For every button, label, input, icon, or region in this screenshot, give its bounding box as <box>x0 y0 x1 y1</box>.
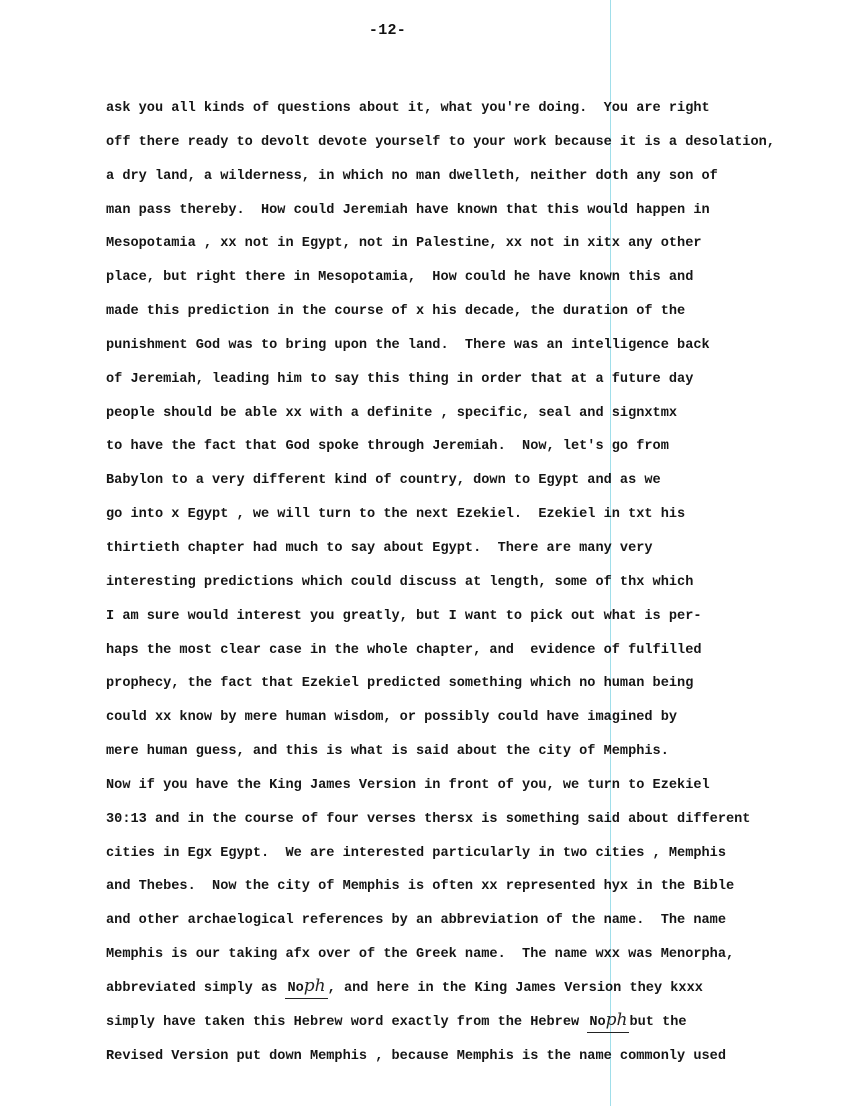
text-line-with-handwritten-blank <box>106 972 806 1006</box>
text-line: Babylon to a very different kind of country, down to Egypt and as we <box>106 473 661 489</box>
text-line: ask you all kinds of questions about it, what you're doing. You are right <box>106 101 710 116</box>
blank-typed-text: No <box>589 1014 606 1030</box>
text-line: haps the most clear case in the whole chapter, and evidence of fulfilled <box>106 642 702 658</box>
transcript-body <box>106 92 806 1073</box>
text-line: Revised Version put down Memphis , because Memphis is the name commonly used <box>106 1048 726 1064</box>
filled-blank <box>285 977 327 999</box>
text-line: could xx know by mere human wisdom, or possibly could have imagined by <box>106 710 678 726</box>
filled-blank <box>587 1011 629 1033</box>
line-segment: abbreviated simply as <box>106 980 286 996</box>
page-number: -12- <box>368 22 407 39</box>
text-line-with-handwritten-blank <box>106 1006 806 1040</box>
text-line: and other archaelogical references by an abbreviation of the name. The name <box>106 913 726 929</box>
line-segment: , and here in the King James Version they kxxx <box>327 980 703 996</box>
text-line: Mesopotamia , xx not in Egypt, not in Palestine, xx not in xitx any other <box>106 236 702 252</box>
text-line: prophecy, the fact that Ezekiel predicted something which no human being <box>106 676 694 692</box>
text-line: punishment God was to bring upon the land. There was an intelligence back <box>106 337 710 353</box>
text-line: people should be able xx with a definite , specific, seal and signxtmx <box>106 405 678 421</box>
text-line: made this prediction in the course of x his decade, the duration of the <box>106 304 686 320</box>
text-line: go into x Egypt , we will turn to the next Ezekiel. Ezekiel in txt his <box>106 507 686 523</box>
text-line: interesting predictions which could discuss at length, some of thx which <box>106 574 694 590</box>
text-line: to have the fact that God spoke through Jeremiah. Now, let's go from <box>106 439 669 455</box>
text-line: I am sure would interest you greatly, but I want to pick out what is per- <box>106 608 702 624</box>
line-segment: simply have taken this Hebrew word exactly from the Hebrew <box>106 1014 588 1030</box>
text-line: thirtieth chapter had much to say about Egypt. There are many very <box>106 540 653 556</box>
text-line: man pass thereby. How could Jeremiah have known that this would happen in <box>106 202 710 218</box>
text-line: of Jeremiah, leading him to say this thing in order that at a future day <box>106 371 694 387</box>
text-line: Memphis is our taking afx over of the Greek name. The name wxx was Menorpha, <box>106 947 735 963</box>
text-line: and Thebes. Now the city of Memphis is often xx represented hyx in the Bible <box>106 879 735 895</box>
text-line: 30:13 and in the course of four verses thersx is something said about different <box>106 811 751 827</box>
line-segment: but the <box>629 1014 687 1030</box>
text-line: off there ready to devolt devote yourself to your work because it is a desolation, <box>106 134 775 150</box>
blank-typed-text: No <box>287 980 304 996</box>
text-line: mere human guess, and this is what is said about the city of Memphis. <box>106 744 669 760</box>
handwritten-annotation: ph <box>303 975 326 996</box>
text-line: place, but right there in Mesopotamia, How could he have known this and <box>106 270 694 286</box>
text-line: cities in Egx Egypt. We are interested particularly in two cities , Memphis <box>106 845 726 861</box>
text-line: Now if you have the King James Version in front of you, we turn to Ezekiel <box>106 777 710 793</box>
text-line: a dry land, a wilderness, in which no man dwelleth, neither doth any son of <box>106 168 718 184</box>
handwritten-annotation: ph <box>605 1009 628 1030</box>
